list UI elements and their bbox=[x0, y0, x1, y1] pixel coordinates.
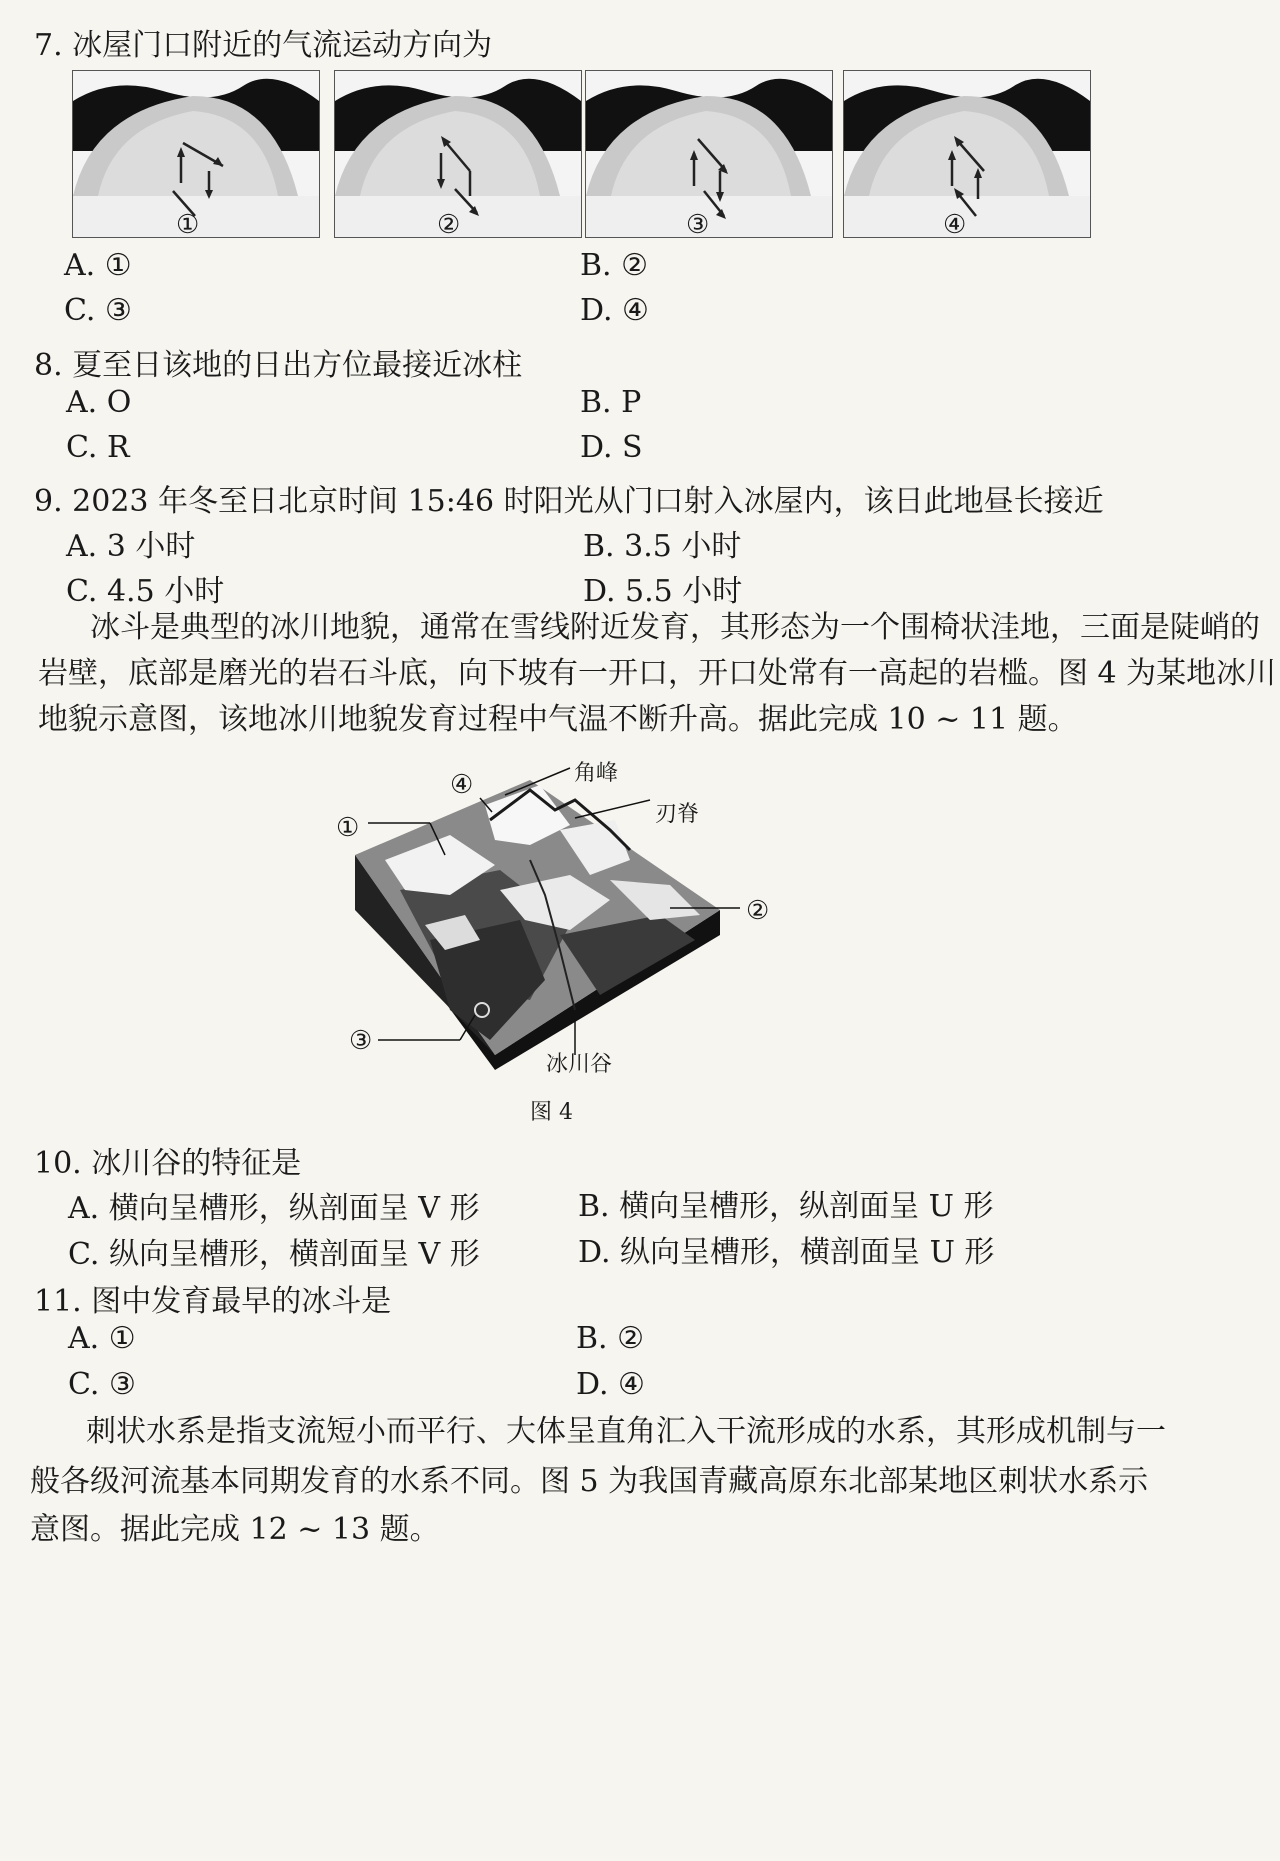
igloo-label-3: ③ bbox=[686, 210, 710, 240]
q10-stem: 10. 冰川谷的特征是 bbox=[34, 1146, 302, 1181]
cirque-label-3: ③ bbox=[349, 1026, 373, 1056]
q7-option-d[interactable]: D. ④ bbox=[580, 293, 649, 328]
q9-option-d[interactable]: D. 5.5 小时 bbox=[583, 574, 743, 609]
figure-4-caption: 图 4 bbox=[530, 1100, 573, 1125]
q9-stem: 9. 2023 年冬至日北京时间 15:46 时阳光从门口射入冰屋内，该日此地昼长接近 bbox=[34, 484, 1104, 519]
q8-option-a[interactable]: A. O bbox=[66, 385, 132, 420]
q7-option-a[interactable]: A. ① bbox=[64, 248, 132, 283]
intro-10-11-line2: 岩壁，底部是磨光的岩石斗底，向下坡有一开口，开口处常有一高起的岩槛。图 4 为某地冰川 bbox=[38, 656, 1277, 691]
q8-option-d[interactable]: D. S bbox=[580, 430, 643, 465]
intro-12-13-line3: 意图。据此完成 12 ~ 13 题。 bbox=[30, 1512, 440, 1547]
glacial-valley-label: 冰川谷 bbox=[546, 1052, 613, 1077]
q10-option-c[interactable]: C. 纵向呈槽形，横剖面呈 V 形 bbox=[68, 1237, 480, 1272]
q11-option-d[interactable]: D. ④ bbox=[576, 1367, 645, 1402]
cirque-label-1: ① bbox=[336, 813, 360, 843]
igloo-figure-4 bbox=[843, 70, 1091, 238]
q7-option-c[interactable]: C. ③ bbox=[64, 293, 132, 328]
q11-option-a[interactable]: A. ① bbox=[68, 1321, 136, 1356]
igloo-label-4: ④ bbox=[943, 210, 967, 240]
igloo-label-2: ② bbox=[437, 210, 461, 240]
horn-peak-label: 角峰 bbox=[574, 761, 619, 786]
q11-stem: 11. 图中发育最早的冰斗是 bbox=[34, 1284, 392, 1319]
arete-label: 刃脊 bbox=[655, 802, 700, 827]
q9-option-b[interactable]: B. 3.5 小时 bbox=[583, 529, 742, 564]
cirque-label-4: ④ bbox=[450, 770, 474, 800]
cirque-label-2: ② bbox=[746, 896, 770, 926]
q8-option-c[interactable]: C. R bbox=[66, 430, 130, 465]
q11-option-b[interactable]: B. ② bbox=[576, 1321, 645, 1356]
q9-option-c[interactable]: C. 4.5 小时 bbox=[66, 574, 225, 609]
q10-option-a[interactable]: A. 横向呈槽形，纵剖面呈 V 形 bbox=[68, 1191, 480, 1226]
intro-12-13-line1: 刺状水系是指支流短小而平行、大体呈直角汇入干流形成的水系，其形成机制与一 bbox=[86, 1414, 1166, 1449]
q8-option-b[interactable]: B. P bbox=[580, 385, 642, 420]
q9-option-a[interactable]: A. 3 小时 bbox=[66, 529, 196, 564]
q11-option-c[interactable]: C. ③ bbox=[68, 1367, 136, 1402]
intro-10-11-line3: 地貌示意图，该地冰川地貌发育过程中气温不断升高。据此完成 10 ~ 11 题。 bbox=[38, 702, 1078, 737]
q7-stem: 7. 冰屋门口附近的气流运动方向为 bbox=[34, 28, 493, 63]
figure-4-diagram bbox=[330, 750, 810, 1070]
intro-10-11-line1: 冰斗是典型的冰川地貌，通常在雪线附近发育，其形态为一个围椅状洼地，三面是陡峭的 bbox=[90, 610, 1260, 645]
q10-option-d[interactable]: D. 纵向呈槽形，横剖面呈 U 形 bbox=[578, 1235, 995, 1270]
q8-stem: 8. 夏至日该地的日出方位最接近冰柱 bbox=[34, 348, 523, 383]
igloo-label-1: ① bbox=[176, 210, 200, 240]
intro-12-13-line2: 般各级河流基本同期发育的水系不同。图 5 为我国青藏高原东北部某地区刺状水系示 bbox=[30, 1464, 1149, 1499]
q7-option-b[interactable]: B. ② bbox=[580, 248, 649, 283]
q10-option-b[interactable]: B. 横向呈槽形，纵剖面呈 U 形 bbox=[578, 1189, 994, 1224]
